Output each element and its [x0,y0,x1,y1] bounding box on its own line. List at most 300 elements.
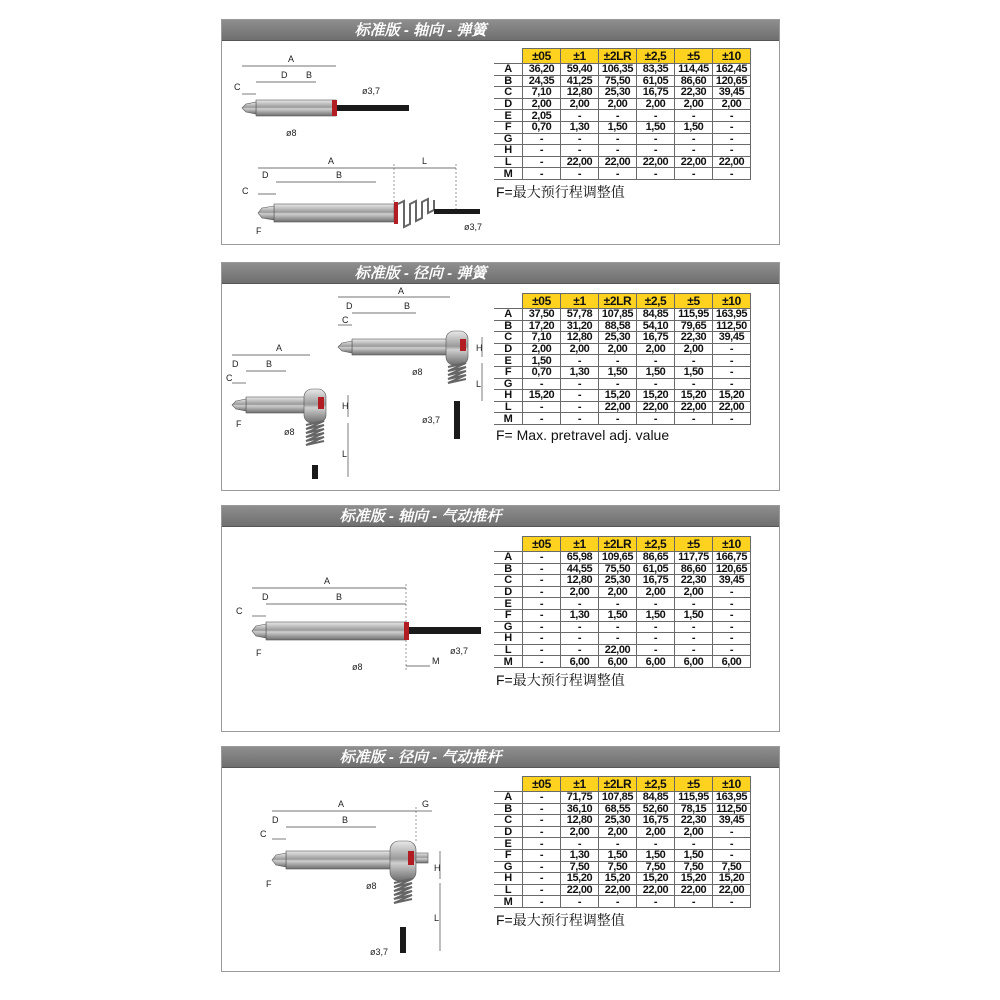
table-cell: - [675,633,713,645]
table-row [494,815,751,827]
table-cell: - [599,168,637,180]
table-cell: 12,80 [561,575,599,587]
dim-label-g: G [422,799,430,809]
row-label: D [494,343,523,355]
dim-label-a: A [324,576,331,586]
dim-label-d37: ø3,7 [370,947,389,957]
table-row [494,873,751,885]
table-row [494,609,751,621]
spec-table [494,48,751,180]
row-label: L [494,401,523,413]
column-header: ±2LR [599,294,637,309]
table-cell: - [561,621,599,633]
row-label: M [494,896,523,908]
table-cell: 22,00 [599,644,637,656]
table-cell: - [523,609,561,621]
row-label: L [494,156,523,168]
table-cell: 15,20 [561,873,599,885]
table-header-row [494,294,751,309]
table-cell: - [637,633,675,645]
table-cell: - [523,849,561,861]
row-label: A [494,64,523,76]
table-cell: - [637,644,675,656]
column-header: ±05 [523,777,561,792]
row-label: F [494,849,523,861]
table-cell: 1,50 [637,609,675,621]
table-cell: 25,30 [599,815,637,827]
column-header: ±2,5 [637,537,675,552]
table-cell: 22,00 [675,884,713,896]
table-cell: 1,50 [675,121,713,133]
table-cell: 2,00 [599,586,637,598]
table-cell: 22,00 [675,401,713,413]
column-header: ±5 [675,49,713,64]
table-cell: - [561,133,599,145]
table-cell: 12,80 [561,815,599,827]
dim-label-d8: ø8 [286,128,297,138]
dim-label-b2: B [336,170,343,180]
row-label: B [494,563,523,575]
table-cell: 22,30 [675,575,713,587]
table-cell: 15,20 [713,390,751,402]
table-cell: - [713,609,751,621]
table-cell: 1,30 [561,121,599,133]
table-row [494,390,751,402]
table-cell: 71,75 [561,792,599,804]
table-cell: - [713,355,751,367]
pretravel-note: F= Max. pretravel adj. value [496,426,670,443]
table-cell: 84,85 [637,309,675,321]
dim-label-a2: A [328,156,335,166]
table-row [494,644,751,656]
dim-label-a: A [338,799,345,809]
table-cell: - [523,826,561,838]
table-cell: 114,45 [675,64,713,76]
table-cell: - [523,838,561,850]
table-row [494,98,751,110]
table-cell: - [599,633,637,645]
table-cell: - [523,861,561,873]
table-cell: - [523,633,561,645]
probe-drawing-radial-pneumatic [226,771,488,971]
table-cell: 6,00 [637,656,675,668]
column-header: ±5 [675,294,713,309]
table-cell: 112,50 [713,320,751,332]
table-cell: 7,50 [561,861,599,873]
table-cell: - [599,110,637,122]
dim-label-d37-2: ø3,7 [464,222,483,232]
table-cell: 39,45 [713,815,751,827]
table-cell: - [523,803,561,815]
table-corner [494,49,523,64]
pretravel-note: F=最大预行程调整值 [496,671,625,688]
dim-label-f: F [266,879,272,889]
row-label: H [494,390,523,402]
table-corner [494,777,523,792]
table-cell: 117,75 [675,552,713,564]
table-cell: - [637,896,675,908]
table-cell: 2,00 [523,98,561,110]
table-cell: 84,85 [637,792,675,804]
table-cell: 2,00 [675,98,713,110]
dim-label-h: H [476,343,483,353]
table-row [494,413,751,425]
table-cell: - [637,145,675,157]
table-cell: 2,00 [675,586,713,598]
column-header: ±1 [561,777,599,792]
table-cell: 1,50 [599,609,637,621]
table-cell: 15,20 [713,873,751,885]
column-header: ±10 [713,777,751,792]
table-cell: 57,78 [561,309,599,321]
table-cell: - [713,133,751,145]
table-row [494,838,751,850]
column-header: ±05 [523,294,561,309]
table-cell: 2,00 [561,586,599,598]
table-cell: - [561,896,599,908]
table-cell: 75,50 [599,75,637,87]
table-cell: - [713,633,751,645]
table-cell: 61,05 [637,563,675,575]
table-cell: - [523,133,561,145]
table-cell: 41,25 [561,75,599,87]
table-row [494,366,751,378]
table-cell: 2,00 [523,343,561,355]
table-row [494,343,751,355]
dim-label-f: F [256,226,262,236]
table-cell: 163,95 [713,792,751,804]
table-cell: - [713,598,751,610]
dim-label-d37: ø3,7 [362,86,381,96]
table-cell: 86,60 [675,75,713,87]
table-row [494,355,751,367]
table-cell: - [675,378,713,390]
dim-label-d2: D [232,359,239,369]
table-row [494,168,751,180]
row-label: D [494,586,523,598]
table-cell: - [523,792,561,804]
table-row [494,87,751,99]
table-corner [494,294,523,309]
table-cell: 1,50 [637,849,675,861]
row-label: A [494,552,523,564]
table-cell: - [599,133,637,145]
table-cell: 1,30 [561,609,599,621]
table-corner [494,537,523,552]
row-label: B [494,320,523,332]
dim-label-d8-2: ø8 [284,427,295,437]
table-cell: - [561,378,599,390]
dim-label-d8: ø8 [352,662,363,672]
table-cell: - [523,644,561,656]
dim-label-c2: C [226,373,233,383]
table-cell: 1,50 [523,355,561,367]
table-cell: 2,00 [637,826,675,838]
table-cell: 2,00 [599,98,637,110]
table-cell: 16,75 [637,87,675,99]
row-label: D [494,98,523,110]
row-label: C [494,575,523,587]
table-cell: - [713,121,751,133]
table-row [494,633,751,645]
table-cell: 44,55 [561,563,599,575]
panel-radial-spring [221,262,780,491]
table-cell: - [713,145,751,157]
table-cell: 25,30 [599,87,637,99]
table-row [494,826,751,838]
table-cell: 1,50 [599,121,637,133]
spec-table-block [494,293,751,443]
table-cell: - [637,110,675,122]
table-row [494,803,751,815]
row-label: E [494,355,523,367]
dim-label-f: F [236,419,242,429]
table-cell: - [637,598,675,610]
table-cell: - [599,413,637,425]
table-cell: - [675,598,713,610]
table-cell: 0,70 [523,121,561,133]
table-row [494,861,751,873]
dim-label-a2: A [276,343,283,353]
pretravel-note: F=最大预行程调整值 [496,911,625,928]
table-cell: 52,60 [637,803,675,815]
table-cell: - [523,552,561,564]
dim-label-b2: B [266,359,273,369]
table-cell: 22,00 [637,156,675,168]
table-cell: - [637,838,675,850]
table-cell: 6,00 [675,656,713,668]
table-cell: - [599,598,637,610]
table-cell: 22,00 [599,401,637,413]
dim-label-b: B [336,592,343,602]
table-cell: 2,00 [713,98,751,110]
row-label: G [494,861,523,873]
table-cell: - [523,896,561,908]
dim-label-d: D [346,301,353,311]
table-cell: 17,20 [523,320,561,332]
table-cell: - [561,401,599,413]
dim-label-b: B [404,301,411,311]
table-cell: 120,65 [713,563,751,575]
table-cell: 2,00 [637,586,675,598]
table-cell: 22,00 [561,156,599,168]
table-cell: 120,65 [713,75,751,87]
table-row [494,586,751,598]
table-cell: 106,35 [599,64,637,76]
table-cell: - [561,390,599,402]
column-header: ±05 [523,537,561,552]
row-label: G [494,133,523,145]
table-cell: - [561,633,599,645]
table-cell: - [713,110,751,122]
table-cell: 107,85 [599,309,637,321]
table-cell: 15,20 [637,390,675,402]
table-cell: 15,20 [675,390,713,402]
column-header: ±1 [561,294,599,309]
table-cell: 39,45 [713,575,751,587]
table-cell: - [599,896,637,908]
dim-label-l: L [434,913,440,923]
table-cell: - [561,110,599,122]
table-cell: 31,20 [561,320,599,332]
table-cell: - [713,849,751,861]
row-label: L [494,644,523,656]
table-row [494,75,751,87]
table-cell: 22,00 [637,401,675,413]
table-cell: 22,30 [675,87,713,99]
row-label: B [494,75,523,87]
table-cell: 65,98 [561,552,599,564]
table-cell: - [675,838,713,850]
column-header: ±5 [675,777,713,792]
table-row [494,575,751,587]
table-cell: 2,00 [637,98,675,110]
row-label: B [494,803,523,815]
table-cell: 2,05 [523,110,561,122]
table-cell: - [561,838,599,850]
table-cell: - [523,815,561,827]
dim-label-d8: ø8 [366,881,377,891]
probe-drawing-radial-spring [226,287,488,487]
table-cell: 25,30 [599,575,637,587]
table-cell: - [675,133,713,145]
column-header: ±10 [713,49,751,64]
table-cell: 107,85 [599,792,637,804]
table-cell: - [675,644,713,656]
table-cell: 22,00 [675,156,713,168]
table-cell: 16,75 [637,575,675,587]
panel-radial-pneumatic [221,746,780,972]
row-label: C [494,815,523,827]
table-cell: - [523,401,561,413]
column-header: ±2,5 [637,777,675,792]
table-cell: 2,00 [599,826,637,838]
table-cell: 6,00 [561,656,599,668]
dim-label-c: C [260,829,267,839]
dim-label-l2: L [342,449,348,459]
row-label: C [494,87,523,99]
table-cell: - [561,168,599,180]
dim-label-c: C [236,606,243,616]
row-label: E [494,598,523,610]
table-row [494,332,751,344]
table-cell: 1,50 [637,121,675,133]
table-cell: - [599,621,637,633]
column-header: ±2,5 [637,294,675,309]
table-cell: 22,00 [713,884,751,896]
table-cell: 83,35 [637,64,675,76]
dim-label-l: L [476,379,482,389]
column-header: ±1 [561,537,599,552]
table-cell: - [713,343,751,355]
table-cell: - [713,644,751,656]
probe-drawing-axial-pneumatic [226,530,488,730]
dim-label-d2: D [262,170,269,180]
table-cell: 1,50 [675,849,713,861]
table-header-row [494,777,751,792]
table-cell: 68,55 [599,803,637,815]
table-cell: - [523,586,561,598]
table-cell: - [713,838,751,850]
row-label: G [494,378,523,390]
column-header: ±2LR [599,537,637,552]
column-header: ±2LR [599,777,637,792]
table-cell: - [637,621,675,633]
table-cell: - [523,873,561,885]
table-row [494,320,751,332]
table-cell: 7,10 [523,332,561,344]
table-cell: 12,80 [561,87,599,99]
table-cell: - [523,621,561,633]
dim-label-d8: ø8 [412,367,423,377]
table-cell: - [523,145,561,157]
table-cell: - [675,355,713,367]
row-label: H [494,873,523,885]
table-cell: 115,95 [675,792,713,804]
column-header: ±1 [561,49,599,64]
table-cell: 12,80 [561,332,599,344]
table-cell: 22,30 [675,815,713,827]
table-cell: - [599,378,637,390]
dim-label-d37: ø3,7 [450,646,469,656]
table-cell: 7,50 [637,861,675,873]
table-cell: 1,50 [599,849,637,861]
table-cell: - [713,413,751,425]
row-label: D [494,826,523,838]
table-cell: - [675,110,713,122]
dim-label-c: C [342,315,349,325]
table-cell: 22,30 [675,332,713,344]
pretravel-note: F=最大预行程调整值 [496,183,625,200]
table-cell: 7,50 [713,861,751,873]
table-row [494,563,751,575]
dim-label-d: D [262,592,269,602]
table-cell: 22,00 [713,156,751,168]
dim-label-c: C [234,82,241,92]
table-cell: - [561,355,599,367]
table-cell: 22,00 [637,884,675,896]
row-label: F [494,609,523,621]
table-cell: 1,50 [599,366,637,378]
column-header: ±2LR [599,49,637,64]
panel-title: 标准版 - 径向 - 弹簧 [222,263,779,284]
column-header: ±10 [713,294,751,309]
table-cell: - [637,133,675,145]
dim-label-h: H [434,863,441,873]
table-cell: 22,00 [561,884,599,896]
row-label: C [494,332,523,344]
table-row [494,121,751,133]
table-cell: 15,20 [637,873,675,885]
table-cell: 2,00 [561,826,599,838]
table-cell: 1,50 [637,366,675,378]
table-cell: 2,00 [561,343,599,355]
table-cell: - [675,621,713,633]
dim-label-d37: ø3,7 [422,415,441,425]
table-cell: 15,20 [599,390,637,402]
row-label: M [494,168,523,180]
table-cell: - [561,644,599,656]
panel-axial-spring [221,19,780,245]
table-cell: 15,20 [523,390,561,402]
table-row [494,309,751,321]
row-label: A [494,309,523,321]
dim-label-c2: C [242,186,249,196]
probe-drawing-axial-spring [226,44,488,240]
spec-table-block [494,776,751,930]
table-row [494,552,751,564]
column-header: ±05 [523,49,561,64]
